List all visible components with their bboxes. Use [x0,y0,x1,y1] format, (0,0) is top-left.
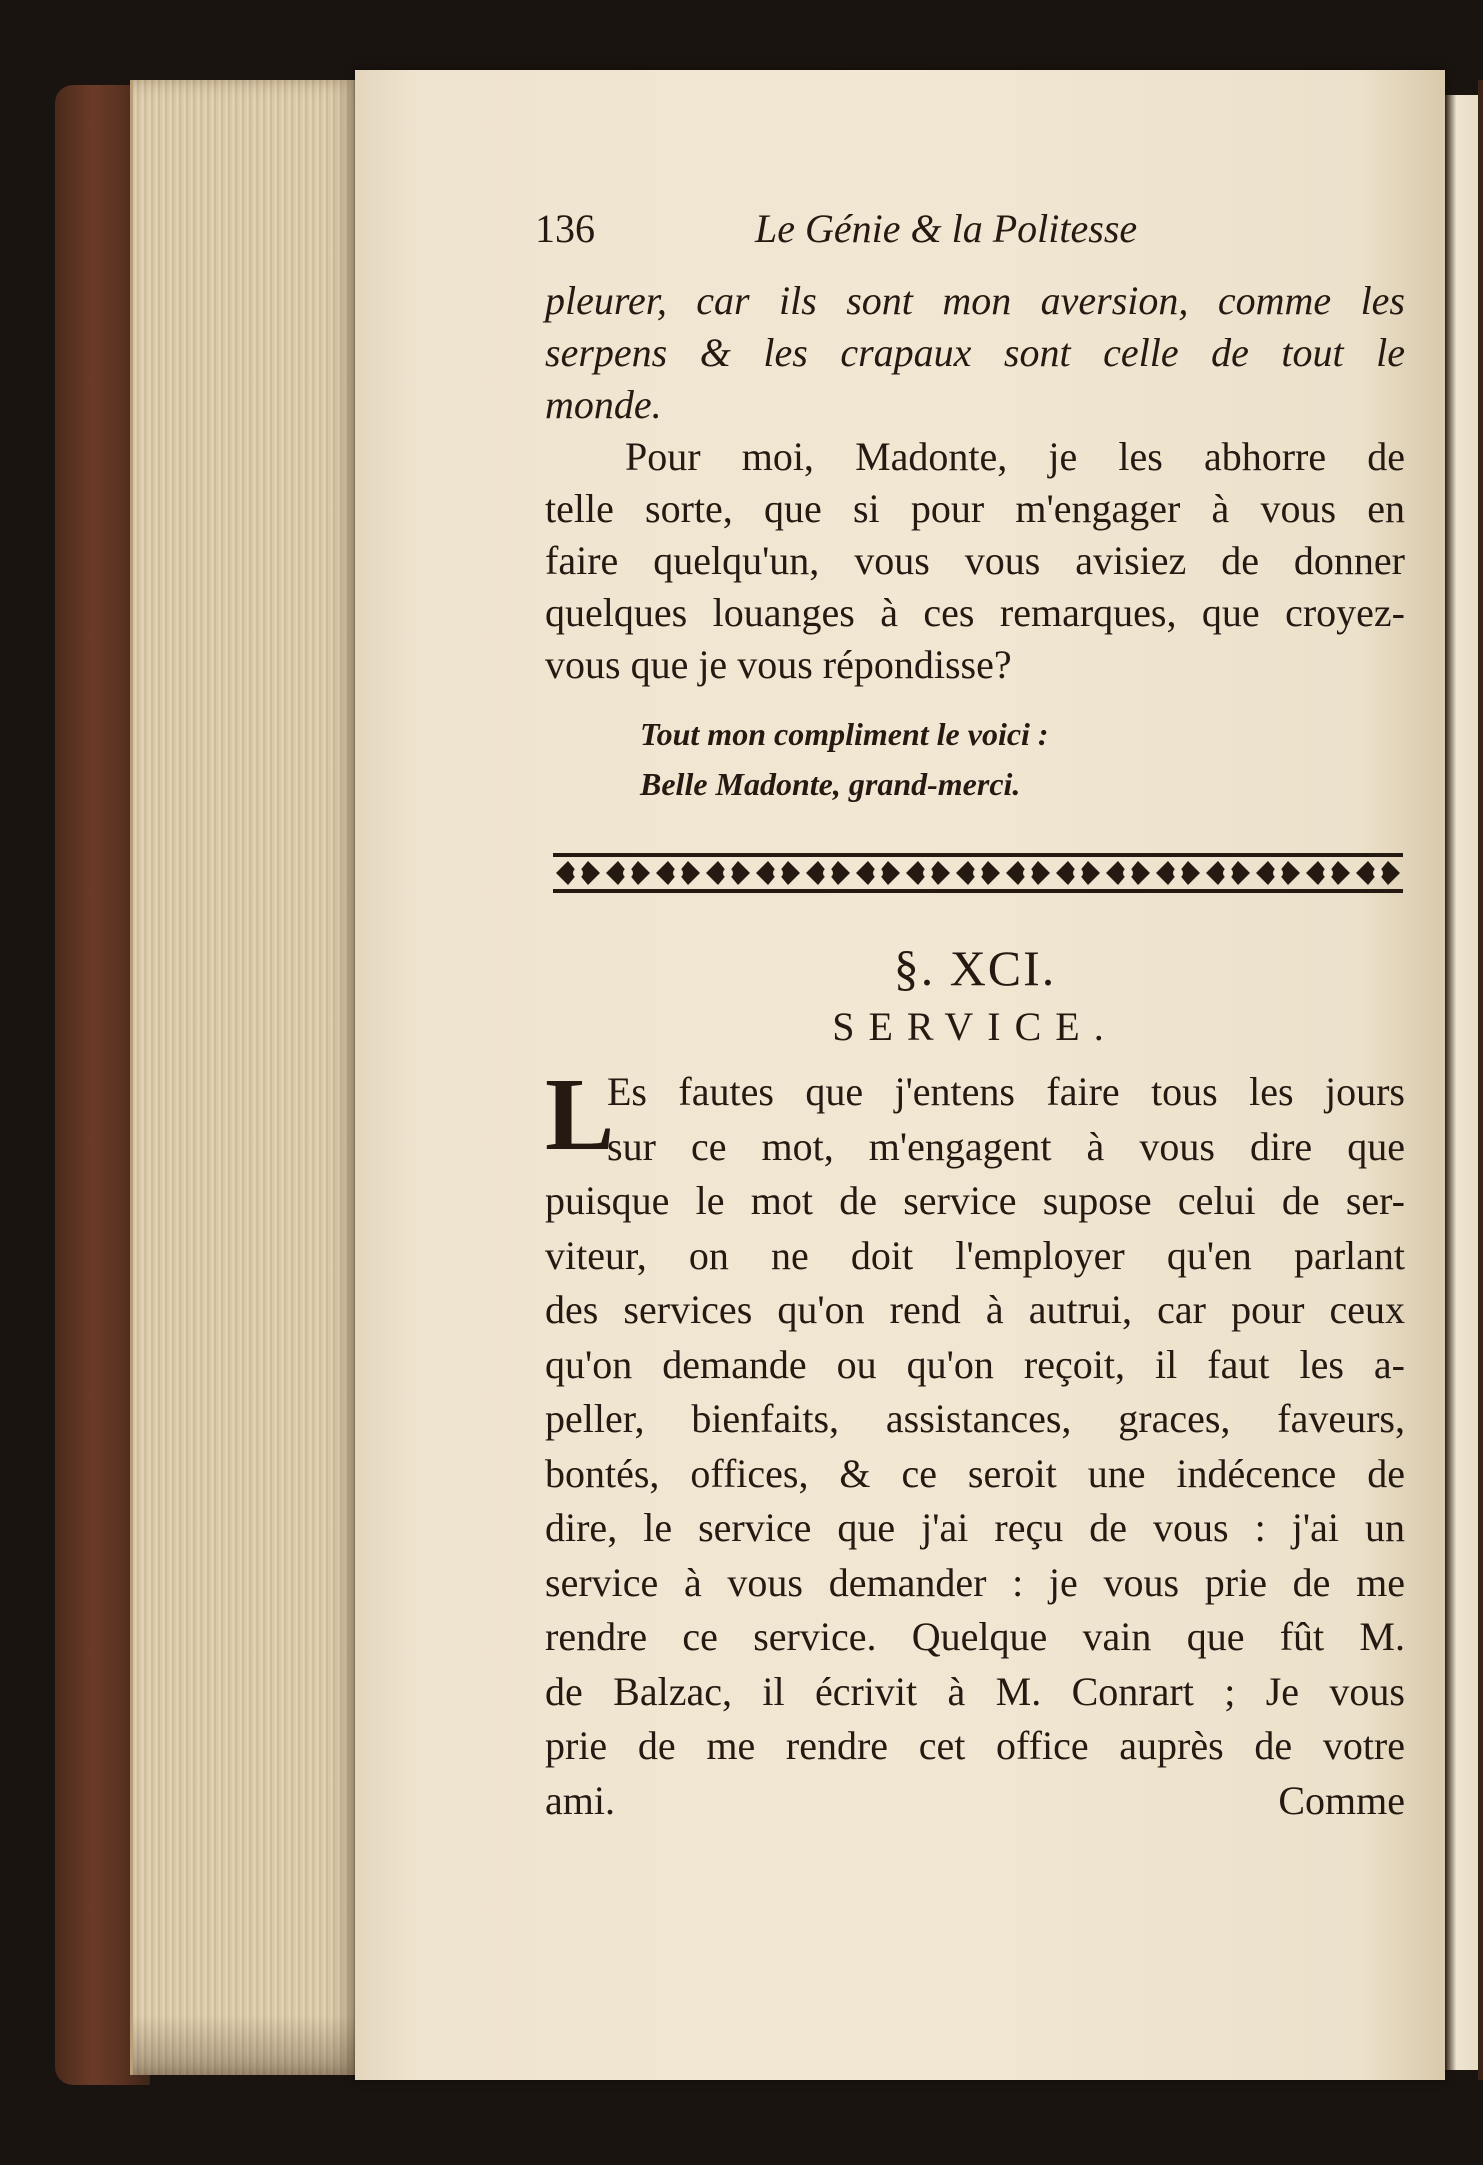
catchword: Comme [1278,1778,1405,1823]
verse [640,709,1405,809]
fleuron-dot [723,868,733,878]
page-number: 136 [535,206,595,251]
text-line: faire quelqu'un, vous vous avisiez de donner [545,538,1405,583]
text-line: prie de me rendre cet office auprès de votre [545,1723,1405,1768]
fleuron-dot [1323,868,1333,878]
opening-lines [545,275,1405,431]
text-line: Es fautes que j'entens faire tous les jours [607,1069,1405,1114]
running-title: Le Génie & la Politesse [755,206,1138,251]
fleuron-dot [1173,868,1183,878]
section-title: SERVICE. [832,1004,1118,1049]
fleuron-dot [1373,868,1383,878]
text-line: Pour moi, Madonte, je les abhorre de [625,434,1405,479]
fleuron-dot [1223,868,1233,878]
fleuron-dot [923,868,933,878]
right-binding [1478,80,1483,2080]
verse-line: Tout mon compliment le voici : [640,716,1049,752]
drop-cap: L [545,1057,615,1172]
fleuron-dot [773,868,783,878]
fleuron-dot [573,868,583,878]
paragraph [545,431,1405,691]
running-head [535,205,1405,275]
text-line: monde. [545,382,662,427]
section-number: §. XCI. [893,940,1057,996]
fleuron-ornament [553,845,1403,901]
text-line: dire, le service que j'ai reçu de vous : j'ai un [545,1505,1405,1550]
text-line: ami. [545,1777,615,1823]
fleuron-dot [973,868,983,878]
fleuron-dot [673,868,683,878]
page-edges [130,80,358,2075]
verse-line: Belle Madonte, grand-merci. [640,766,1021,802]
text-line: de Balzac, il écrivit à M. Conrart ; Je vous [545,1668,1405,1714]
text-line: telle sorte, que si pour m'engager à vous en [545,486,1405,531]
text-line: vous que je vous répondisse? [545,642,1012,687]
text-line: quelques louanges à ces remarques, que croyez- [545,590,1405,635]
fleuron-dot [1073,868,1083,878]
fleuron-dot [1123,868,1133,878]
fleuron-dot [623,868,633,878]
text-line: sur ce mot, m'engagent à vous dire que [607,1123,1405,1169]
body-paragraph [545,1057,1405,1829]
text-line: puisque le mot de service supose celui de ser- [545,1178,1405,1223]
fleuron-dot [1273,868,1283,878]
text-line: pleurer, car ils sont mon aversion, comme les [545,278,1405,323]
fleuron-dot [1023,868,1033,878]
fleuron-dot [873,868,883,878]
text-line: service à vous demander : je vous prie de me [545,1559,1405,1605]
text-line: peller, bienfaits, assistances, graces, faveurs, [545,1396,1405,1441]
text-line: serpens & les crapaux sont celle de tout le [545,330,1405,375]
text-line: qu'on demande ou qu'on reçoit, il faut les a- [545,1341,1405,1387]
text-line: rendre ce service. Quelque vain que fût M. [545,1614,1405,1659]
text-line: viteur, on ne doit l'employer qu'en parlant [545,1232,1405,1278]
text-line: bontés, offices, & ce seroit une indécence de [545,1450,1405,1496]
text-line: des services qu'on rend à autrui, car pour ceux [545,1287,1405,1332]
fleuron-dot [823,868,833,878]
page-text [535,205,1405,1829]
